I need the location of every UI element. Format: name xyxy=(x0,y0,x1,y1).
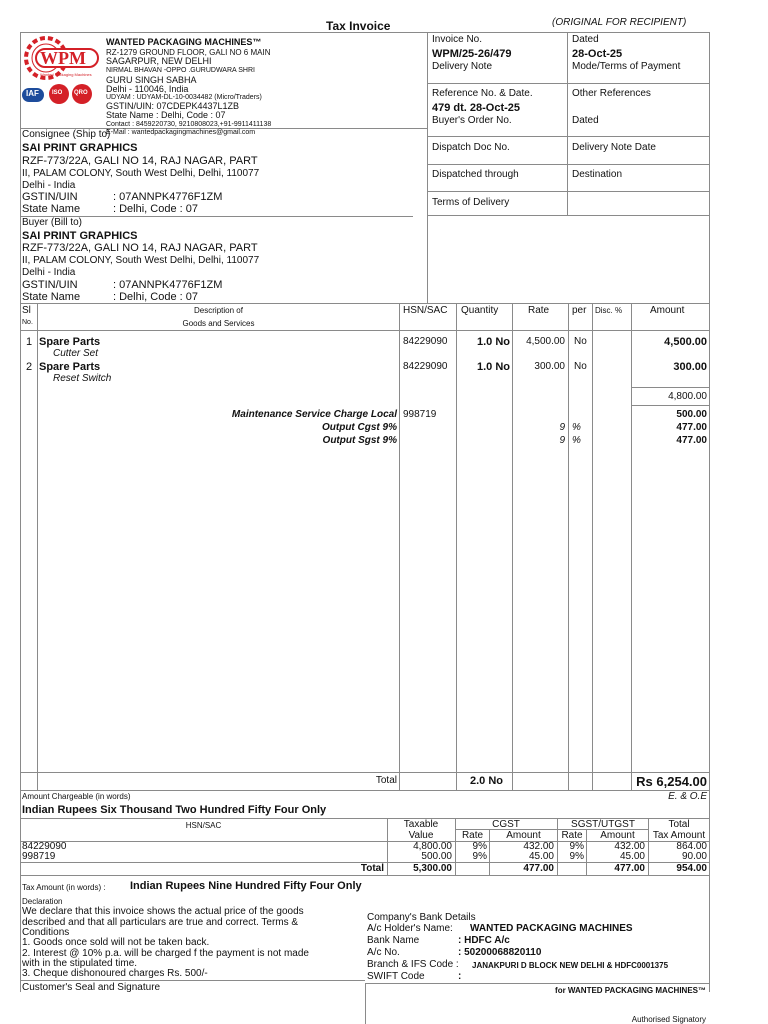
tax-row-cgst-amount: 432.00 xyxy=(523,841,554,852)
buyers-order-label: Buyer's Order No. xyxy=(432,115,512,126)
consignee-gstin-value: : 07ANNPK4776F1ZM xyxy=(113,191,223,203)
col-desc-header: Description of xyxy=(194,306,243,315)
tax-total-total: 954.00 xyxy=(676,863,707,874)
dispatched-through-label: Dispatched through xyxy=(432,169,519,180)
tax-row-taxable: 500.00 xyxy=(421,851,452,862)
bank-swift-value: : xyxy=(458,971,462,982)
dispatch-doc-label: Dispatch Doc No. xyxy=(432,142,510,153)
tax-taxable-header-2: Value xyxy=(408,830,434,841)
tax-row-sgst-amount: 45.00 xyxy=(619,851,645,862)
eoe-label: E. & O.E xyxy=(668,791,707,802)
tax-total-header: Total xyxy=(668,819,690,830)
charge-name: Output Sgst 9% xyxy=(322,435,397,446)
declaration-line: with in the stipulated time. xyxy=(22,958,138,969)
buyer-state-label: State Name xyxy=(22,291,81,303)
seller-udyam: UDYAM : UDYAM-DL-10-0034482 (Micro/Traders) xyxy=(106,94,262,101)
for-company-label: for WANTED PACKAGING MACHINES™ xyxy=(555,986,706,995)
item-subname: Reset Switch xyxy=(53,373,112,384)
bank-holder-value: WANTED PACKAGING MACHINES xyxy=(470,923,633,934)
total-amount: Rs 6,254.00 xyxy=(636,774,707,789)
tax-total-header-2: Tax Amount xyxy=(652,830,706,841)
tax-row-sgst-rate: 9% xyxy=(569,851,584,862)
tax-hsn-header: HSN/SAC xyxy=(185,821,222,830)
copy-label: (ORIGINAL FOR RECIPIENT) xyxy=(552,17,687,28)
certification-badges xyxy=(22,84,102,124)
authorised-signatory-label: Authorised Signatory xyxy=(631,1015,706,1024)
seller-name: WANTED PACKAGING MACHINES™ xyxy=(106,37,262,47)
charge-amount: 477.00 xyxy=(676,422,707,433)
item-name: Spare Parts xyxy=(39,361,101,373)
consignee-label: Consignee (Ship to) xyxy=(22,129,111,140)
seller-gstin: GSTIN/UIN: 07CDEPK4437L1ZB xyxy=(106,101,240,111)
tax-words-value: Indian Rupees Nine Hundred Fifty Four Only xyxy=(130,880,362,892)
item-hsn: 84229090 xyxy=(403,361,448,372)
charge-rate: 9 xyxy=(559,422,565,433)
bank-holder-label: A/c Holder's Name: xyxy=(367,923,453,934)
bank-title: Company's Bank Details xyxy=(367,912,476,923)
tax-row-cgst-rate: 9% xyxy=(472,851,487,862)
buyer-address-line: Delhi - India xyxy=(22,267,76,278)
declaration-line: 3. Cheque dishonoured charges Rs. 500/- xyxy=(22,968,208,979)
item-sl: 1 xyxy=(26,336,33,348)
charge-per: % xyxy=(572,435,581,446)
tax-cgst-amount-header: Amount xyxy=(506,830,541,841)
charge-hsn: 998719 xyxy=(403,409,437,420)
consignee-name: SAI PRINT GRAPHICS xyxy=(22,142,138,154)
total-label: Total xyxy=(375,775,397,786)
tax-row-hsn: 998719 xyxy=(22,851,56,862)
terms-delivery-label: Terms of Delivery xyxy=(432,197,510,208)
consignee-address-line: RZF-773/22A, GALI NO 14, RAJ NAGAR, PART xyxy=(22,155,258,167)
tax-sgst-amount-header: Amount xyxy=(600,830,635,841)
bank-swift-label: SWIFT Code xyxy=(367,971,425,982)
declaration-line: We declare that this invoice shows the actual price of the goods xyxy=(22,906,304,917)
consignee-state-label: State Name xyxy=(22,203,81,215)
item-per: No xyxy=(574,336,587,347)
col-per-header: per xyxy=(572,305,587,316)
charge-name: Output Cgst 9% xyxy=(322,422,397,433)
item-rate: 4,500.00 xyxy=(526,336,565,347)
logo-text: WPM xyxy=(40,48,86,68)
bank-branch-value: JANAKPURI D BLOCK NEW DELHI & HDFC0001375 xyxy=(472,961,669,970)
buyer-gstin-value: : 07ANNPK4776F1ZM xyxy=(113,279,223,291)
bank-name-value: : HDFC A/c xyxy=(458,935,510,946)
seller-address-line: Delhi - 110046, India xyxy=(106,84,189,94)
declaration-line: described and that all particulars are true and correct. Terms & xyxy=(22,917,299,928)
tax-sgst-header: SGST/UTGST xyxy=(571,819,635,830)
invoice-title: Tax Invoice xyxy=(326,19,391,33)
charge-amount: 500.00 xyxy=(676,409,707,420)
charge-rate: 9 xyxy=(559,435,565,446)
iso-badge-text: ISO xyxy=(52,90,63,96)
delivery-note-label: Delivery Note xyxy=(432,61,493,72)
item-name: Spare Parts xyxy=(39,336,101,348)
invoice-no-value: WPM/25-26/479 xyxy=(432,48,512,60)
buyer-address-line: RZF-773/22A, GALI NO 14, RAJ NAGAR, PART xyxy=(22,242,258,254)
tax-row-hsn: 84229090 xyxy=(22,841,67,852)
charge-name: Maintenance Service Charge Local xyxy=(231,409,397,420)
dated-label: Dated xyxy=(572,34,599,45)
item-sl: 2 xyxy=(26,361,33,373)
tax-total-cgst: 477.00 xyxy=(523,863,554,874)
tax-total-sgst: 477.00 xyxy=(614,863,645,874)
tax-row-cgst-rate: 9% xyxy=(472,841,487,852)
buyer-gstin-label: GSTIN/UIN xyxy=(22,279,78,291)
delivery-note-date-label: Delivery Note Date xyxy=(572,142,656,153)
tax-row-cgst-amount: 45.00 xyxy=(528,851,554,862)
tax-cgst-header: CGST xyxy=(492,819,520,830)
seller-address-line: GURU SINGH SABHA xyxy=(106,75,197,85)
dated-value: 28-Oct-25 xyxy=(572,48,623,60)
bank-account-value: : 50200068820110 xyxy=(458,947,542,958)
col-disc-header: Disc. % xyxy=(595,306,623,315)
col-amount-header: Amount xyxy=(650,305,685,316)
item-hsn: 84229090 xyxy=(403,336,448,347)
tax-taxable-header: Taxable xyxy=(403,819,439,830)
bank-account-label: A/c No. xyxy=(367,947,400,958)
col-hsn-header: HSN/SAC xyxy=(403,305,448,316)
subtotal-amount: 4,800.00 xyxy=(668,391,707,402)
item-per: No xyxy=(574,361,587,372)
reference-value: 479 dt. 28-Oct-25 xyxy=(432,102,521,114)
buyer-label: Buyer (Bill to) xyxy=(22,217,83,228)
item-amount: 300.00 xyxy=(673,361,707,373)
tax-row-taxable: 4,800.00 xyxy=(413,841,452,852)
tax-sgst-rate-header: Rate xyxy=(561,830,583,841)
company-logo xyxy=(22,36,102,84)
tax-words-label: Tax Amount (in words) : xyxy=(22,883,106,892)
other-references-label: Other References xyxy=(572,88,651,99)
item-rate: 300.00 xyxy=(534,361,565,372)
bank-branch-label: Branch & IFS Code : xyxy=(367,959,459,970)
declaration-label: Declaration xyxy=(22,897,63,906)
tax-row-total: 90.00 xyxy=(681,851,707,862)
dated2-label: Dated xyxy=(572,115,599,126)
buyer-state-value: : Delhi, Code : 07 xyxy=(113,291,198,303)
tax-total-label: Total xyxy=(360,863,384,874)
buyer-name: SAI PRINT GRAPHICS xyxy=(22,230,138,242)
col-qty-header: Quantity xyxy=(461,305,499,316)
col-sl-header: Sl xyxy=(22,305,31,316)
amount-words-value: Indian Rupees Six Thousand Two Hundred Fifty Four Only xyxy=(22,804,327,816)
customer-seal-label: Customer's Seal and Signature xyxy=(22,982,161,993)
seller-address-line: RZ-1279 GROUND FLOOR, GALI NO 6 MAIN xyxy=(106,48,271,57)
consignee-address-line: II, PALAM COLONY, South West Delhi, Delhi, 110077 xyxy=(22,168,260,179)
tax-row-total: 864.00 xyxy=(676,841,707,852)
item-qty: 1.0 No xyxy=(476,361,510,373)
iaf-badge-text: IAF xyxy=(26,89,39,98)
item-amount: 4,500.00 xyxy=(664,336,707,348)
amount-words-label: Amount Chargeable (in words) xyxy=(22,792,131,801)
consignee-state-value: : Delhi, Code : 07 xyxy=(113,203,198,215)
declaration-line: Conditions xyxy=(22,927,70,938)
charge-per: % xyxy=(572,422,581,433)
bank-name-label: Bank Name xyxy=(367,935,420,946)
mode-terms-label: Mode/Terms of Payment xyxy=(572,61,681,72)
tax-total-taxable: 5,300.00 xyxy=(413,863,452,874)
qro-badge-text: QRO xyxy=(74,90,88,96)
seller-contact: Contact : 8459220730, 9210808023,+91-9911411138 xyxy=(106,121,272,128)
item-subname: Cutter Set xyxy=(53,348,99,359)
destination-label: Destination xyxy=(572,169,623,180)
declaration-line: 1. Goods once sold will not be taken back. xyxy=(22,937,210,948)
declaration-line: 2. Interest @ 10% p.a. will be charged f the payment is not made xyxy=(22,948,309,959)
col-rate-header: Rate xyxy=(528,305,550,316)
reference-label: Reference No. & Date. xyxy=(432,88,533,99)
charge-amount: 477.00 xyxy=(676,435,707,446)
seller-state: State Name : Delhi, Code : 07 xyxy=(106,110,226,120)
seller-email: E-Mail : wantedpackagingmachines@gmail.com xyxy=(106,129,256,136)
seller-address-line: NIRMAL BHAVAN -OPPO .GURUDWARA SHRI xyxy=(106,67,255,74)
consignee-gstin-label: GSTIN/UIN xyxy=(22,191,78,203)
consignee-address-line: Delhi - India xyxy=(22,180,76,191)
total-qty: 2.0 No xyxy=(470,775,504,787)
invoice-no-label: Invoice No. xyxy=(432,34,483,45)
tax-row-sgst-amount: 432.00 xyxy=(614,841,645,852)
col-no-header: No. xyxy=(22,319,33,326)
buyer-address-line: II, PALAM COLONY, South West Delhi, Delhi, 110077 xyxy=(22,255,260,266)
tax-cgst-rate-header: Rate xyxy=(461,830,484,841)
item-qty: 1.0 No xyxy=(476,336,510,348)
logo-subtext: Wanted Packaging Machines xyxy=(40,72,92,77)
col-desc-header-2: Goods and Services xyxy=(182,319,255,328)
tax-row-sgst-rate: 9% xyxy=(569,841,584,852)
seller-address-line: SAGARPUR, NEW DELHI xyxy=(106,56,212,66)
